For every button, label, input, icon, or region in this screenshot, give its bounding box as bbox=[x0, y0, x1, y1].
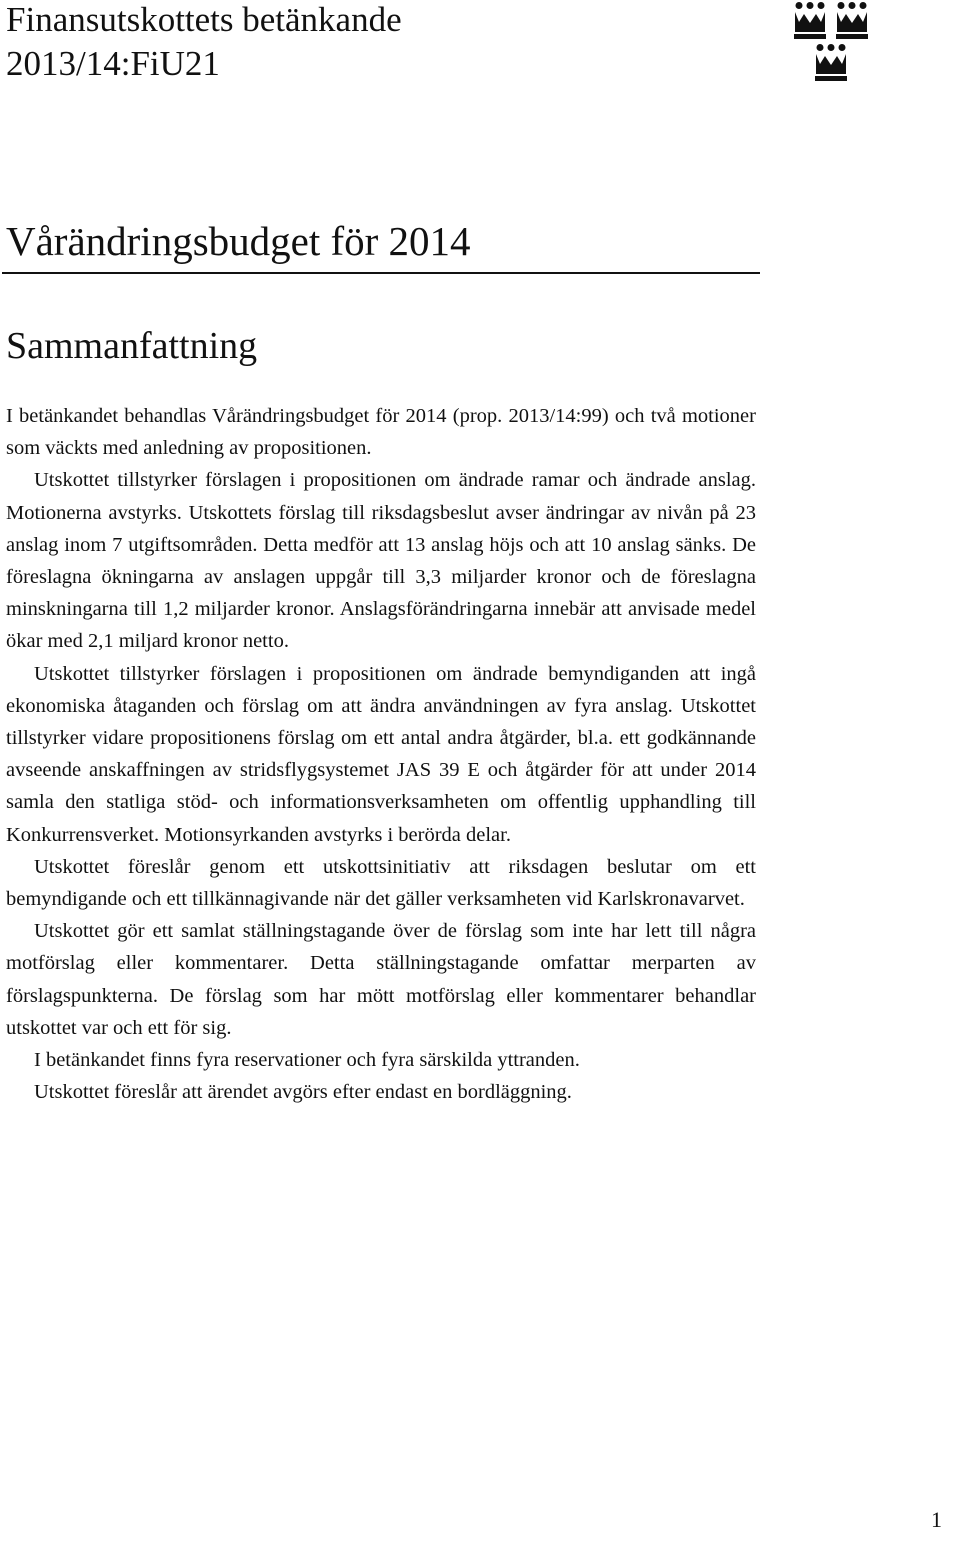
paragraph-1: I betänkandet behandlas Vårändringsbudget för 2014 (prop. 2013/14:99) och två motioner som väckts med anledning av propositionen. bbox=[6, 405, 756, 460]
paragraph-2: Utskottet tillstyrker förslagen i propositionen om ändrade ramar och ändrade anslag. Motionerna avstyrks. Utskottets förslag till riksdagsbeslut avser ändringar av nivån på 23 anslag inom 7 utgiftsområden. Detta medför att 13 anslag höjs och att 10 anslag sänks. De föreslagna ökningarna av anslagen uppgår till 3,3 miljarder kronor och de föreslagna minskningarna till 1,2 miljarder kronor. Anslagsförändringarna innebär att anvisade medel ökar med 2,1 miljard kronor netto. bbox=[6, 469, 756, 653]
report-id: 2013/14:FiU21 bbox=[6, 44, 220, 83]
paragraph-7: Utskottet föreslår att ärendet avgörs efter endast en bordläggning. bbox=[34, 1081, 572, 1104]
section-heading: Sammanfattning bbox=[6, 325, 258, 367]
three-crowns-icon bbox=[790, 0, 906, 84]
committee-title: Finansutskottets betänkande bbox=[6, 0, 402, 39]
summary-body bbox=[6, 400, 756, 1108]
paragraph-4: Utskottet föreslår genom ett utskottsinitiativ att riksdagen beslutar om ett bemyndigande och ett tillkännagivande när det gäller verksamheten vid Karlskronavarvet. bbox=[6, 855, 756, 911]
page-number: 1 bbox=[931, 1507, 942, 1532]
title-divider bbox=[2, 272, 760, 274]
paragraph-3: Utskottet tillstyrker förslagen i propositionen om ändrade bemyndiganden att ingå ekonomiska åtaganden och förslag om att ändra användningen av fyra anslag. Utskottet tillstyrker vidare propositionens förslag om ett antal andra åtgärder, bl.a. ett godkännande avseende anskaffningen av stridsflygsystemet JAS 39 E och åtgärder för att under 2014 samla den statliga stöd- och informationsverksamheten om offentlig upphandling till Konkurrensverket. Motionsyrkanden avstyrks i berörda delar. bbox=[6, 662, 756, 846]
paragraph-6: I betänkandet finns fyra reservationer och fyra särskilda yttranden. bbox=[34, 1049, 580, 1072]
paragraph-5: Utskottet gör ett samlat ställningstagande över de förslag som inte har lett till några motförslag eller kommentarer. Detta ställningstagande omfattar merparten av förslagspunkterna. De förslag som har mött motförslag eller kommentarer behandlar utskottet var och ett för sig. bbox=[6, 920, 756, 1039]
document-title: Vårändringsbudget för 2014 bbox=[6, 218, 471, 264]
